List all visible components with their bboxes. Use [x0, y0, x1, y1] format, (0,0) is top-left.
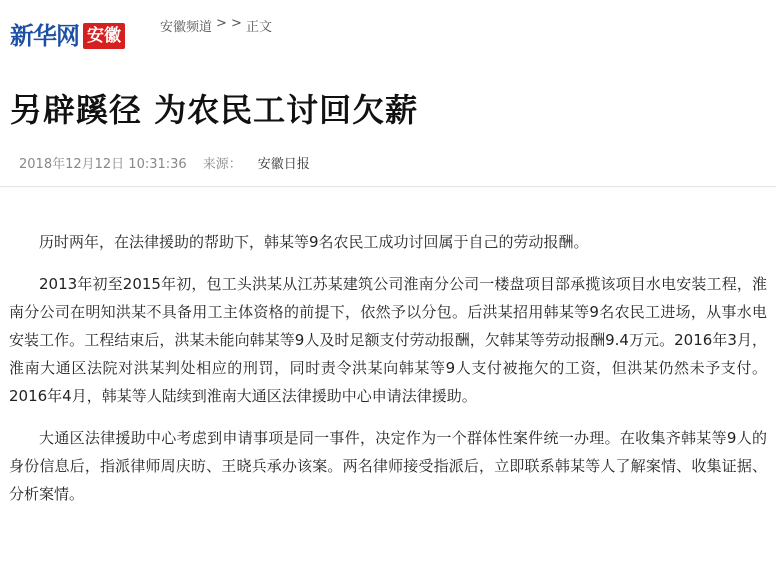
article-body — [9, 228, 767, 522]
logo-region-badge: 安徽 — [83, 23, 125, 49]
article-paragraph: 大通区法律援助中心考虑到申请事项是同一事件，决定作为一个群体性案件统一办理。在收集齐韩某等9人的身份信息后，指派律师周庆昉、王晓兵承办该案。两名律师接受指派后，立即联系韩某等人了解案情、收集证据、分析案情。 — [9, 429, 767, 503]
source-name: 安徽日报 — [257, 157, 310, 172]
source-label: 来源： — [202, 157, 242, 172]
breadcrumb-current: 正文 — [245, 20, 272, 35]
article-meta — [19, 153, 310, 172]
breadcrumb — [160, 16, 272, 35]
article-title: 另辟蹊径 为农民工讨回欠薪 — [10, 91, 419, 129]
site-header — [0, 0, 776, 60]
header-divider — [0, 186, 776, 187]
breadcrumb-separator: > > — [216, 16, 242, 31]
article-paragraph: 2013年初至2015年初，包工头洪某从江苏某建筑公司淮南分公司一楼盘项目部承揽该项目水电安装工程，淮南分公司在明知洪某不具备用工主体资格的前提下，依然予以分包。后洪某招用韩某等9名农民工进场，从事水电安装工作。工程结束后，洪某未能向韩某等9人及时足额支付劳动报酬，欠韩某等劳动报酬9.4万元。2016年3月，淮南大通区法院对洪某判处相应的刑罚，同时责令洪某向韩某等9人支付被拖欠的工资，但洪某仍然未予支付。2016年4月，韩某等人陆续到淮南大通区法律援助中心申请法律援助。 — [9, 275, 767, 405]
article-paragraph: 历时两年，在法律援助的帮助下，韩某等9名农民工成功讨回属于自己的劳动报酬。 — [39, 233, 589, 251]
logo-main-text: 新华网 — [10, 21, 79, 50]
breadcrumb-channel-link[interactable]: 安徽频道 — [160, 20, 213, 35]
site-logo[interactable] — [10, 20, 125, 52]
publish-date: 2018年12月12日 10:31:36 — [19, 157, 187, 172]
